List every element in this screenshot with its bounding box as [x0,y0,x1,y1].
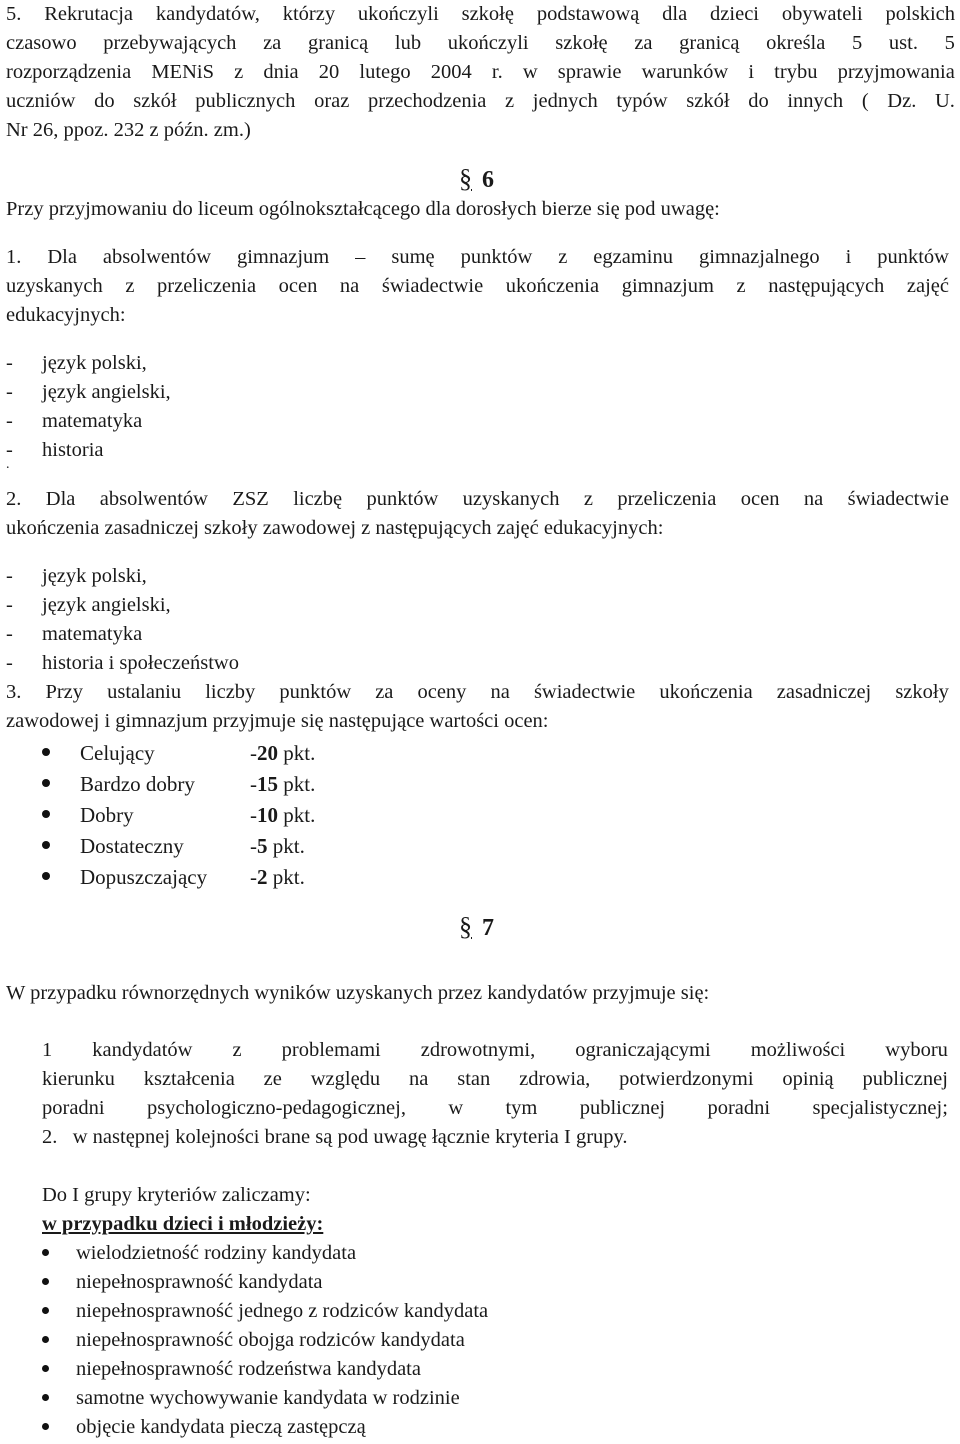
bullet-icon [42,1423,49,1430]
grade-name: Celujący [80,741,155,765]
criteria-text: niepełnosprawność obojga rodziców kandydata [76,1329,465,1351]
grade-points: -2 pkt. [250,865,305,889]
section-symbol: § [459,912,472,941]
item3-line-2: zawodowej i gimnazjum przyjmuje się następujące wartości ocen: [6,710,549,732]
bullet-icon [42,841,50,849]
group-title: Do I grupy kryteriów zaliczamy: [42,1184,311,1206]
intro-line-4: uczniów do szkół publicznych oraz przechodzenia z jednych typów szkół do innych ( Dz. U. [6,90,955,112]
bullet-icon [42,810,50,818]
grade-name: Dobry [80,803,134,827]
grade-name: Bardzo dobry [80,772,195,796]
bullet-icon [42,1249,49,1256]
item1-subject: - język angielski, [6,381,171,403]
criteria-text: wielodzietność rodziny kandydata [76,1242,357,1264]
s7-para-line-2: kierunku kształcenia ze względu na stan zdrowia, potwierdzonymi opinią publicznej [42,1068,948,1090]
criteria-text: objęcie kandydata pieczą zastępczą [76,1416,366,1438]
item2-subject: - matematyka [6,623,143,645]
item1-line-1: 1. Dla absolwentów gimnazjum – sumę punktów z egzaminu gimnazjalnego i punktów [6,246,949,268]
bullet-icon [42,1278,49,1285]
criteria-text: niepełnosprawność kandydata [76,1271,323,1293]
bullet-icon [42,1336,49,1343]
grade-name: Dostateczny [80,834,184,858]
item1-subject: - język polski, [6,352,147,374]
criteria-text: niepełnosprawność jednego z rodziców kandydata [76,1300,489,1322]
intro-line-2: czasowo przebywających za granicą lub ukończyli szkołę za granicą określa 5 ust. 5 [6,32,955,54]
bullet-icon [42,1394,49,1401]
item1-subject: - historia [6,439,104,461]
intro-line-3: rozporządzenia MENiS z dnia 20 lutego 2004 r. w sprawie warunków i trybu przyjmowania [6,61,955,83]
bullet-icon [42,779,50,787]
section-number: 7 [482,915,494,941]
grade-points: -10 pkt. [250,803,316,827]
item1-subject: - matematyka [6,410,143,432]
item2-subject: - język angielski, [6,594,171,616]
item2-subject: - historia i społeczeństwo [6,652,239,674]
s7-para-line-1: 1 kandydatów z problemami zdrowotnymi, ograniczającymi możliwości wyboru [42,1039,948,1061]
intro-line-1: 5. Rekrutacja kandydatów, którzy ukończyli szkołę podstawową dla dzieci obywateli polskich [6,3,955,25]
section-symbol: § [459,164,472,193]
stray-dot: . [6,457,10,472]
bullet-icon [42,1307,49,1314]
bullet-icon [42,872,50,880]
section-number: 6 [482,167,494,193]
grade-points: -15 pkt. [250,772,316,796]
item1-line-2: uzyskanych z przeliczenia ocen na świadectwie ukończenia gimnazjum z następujących zajęć [6,275,949,297]
criteria-text: samotne wychowywanie kandydata w rodzinie [76,1387,460,1409]
section-6-heading [459,164,494,195]
bullet-icon [42,748,50,756]
item1-line-3: edukacyjnych: [6,304,126,326]
section-7-heading [459,912,494,943]
s7-para-line-4: 2. w następnej kolejności brane są pod uwagę łącznie kryteria I grupy. [42,1126,628,1148]
section-7-lead: W przypadku równorzędnych wyników uzyskanych przez kandydatów przyjmuje się: [6,982,710,1004]
grade-name: Dopuszczający [80,865,208,889]
item2-line-2: ukończenia zasadniczej szkoły zawodowej z następujących zajęć edukacyjnych: [6,517,664,539]
grade-points: -20 pkt. [250,741,316,765]
group-subtitle: w przypadku dzieci i młodzieży: [42,1213,324,1235]
item2-line-1: 2. Dla absolwentów ZSZ liczbę punktów uzyskanych z przeliczenia ocen na świadectwie [6,488,949,510]
section-6-lead: Przy przyjmowaniu do liceum ogólnokształcącego dla dorosłych bierze się pod uwagę: [6,198,720,220]
item2-subject: - język polski, [6,565,147,587]
s7-para-line-3: poradni psychologiczno-pedagogicznej, w tym publicznej poradni specjalistycznej; [42,1097,948,1119]
grade-points: -5 pkt. [250,834,305,858]
criteria-text: niepełnosprawność rodzeństwa kandydata [76,1358,421,1380]
item3-line-1: 3. Przy ustalaniu liczby punktów za oceny na świadectwie ukończenia zasadniczej szkoły [6,681,949,703]
intro-line-5: Nr 26, ppoz. 232 z późn. zm.) [6,119,251,141]
bullet-icon [42,1365,49,1372]
